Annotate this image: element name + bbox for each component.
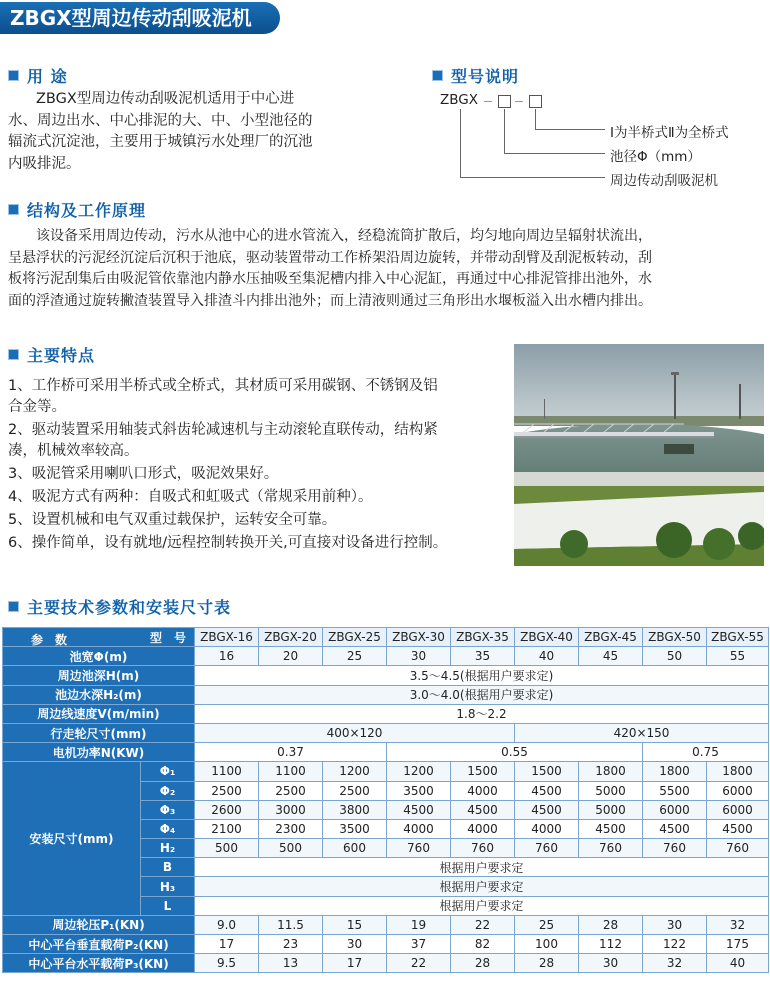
usage-line: 内吸排泥。 bbox=[8, 155, 81, 172]
table-cell: 30 bbox=[323, 935, 387, 954]
section-table-title: 主要技术参数和安装尺寸表 bbox=[27, 598, 232, 617]
table-cell: 根据用户要求定 bbox=[195, 877, 769, 896]
table-cell: 760 bbox=[579, 839, 643, 858]
table-cell: 1500 bbox=[451, 762, 515, 781]
table-cell: 4500 bbox=[515, 781, 579, 800]
table-cell: 4000 bbox=[387, 819, 451, 838]
principle-line: 板将污泥刮集后由吸泥管依靠池内静水压抽吸至集泥槽内排入中心泥缸，再通过中心排泥管排出池外，水 bbox=[8, 271, 652, 287]
row-label: 中心平台水平载荷P₃(KN) bbox=[3, 954, 195, 973]
table-cell: 4500 bbox=[707, 819, 769, 838]
table-cell: 45 bbox=[579, 647, 643, 666]
table-cell: 37 bbox=[387, 935, 451, 954]
table-cell: 6000 bbox=[707, 800, 769, 819]
model-box-diameter bbox=[498, 95, 511, 108]
row-label: 池边水深H₂(m) bbox=[3, 685, 195, 704]
table-cell: 4500 bbox=[515, 800, 579, 819]
section-usage-header bbox=[8, 64, 68, 87]
table-cell: 0.75 bbox=[643, 743, 769, 762]
usage-line: 辐流式沉淀池，主要用于城镇污水处理厂的沉池 bbox=[8, 134, 313, 150]
feature-item: 5、设置机械和电气双重过载保护，运转安全可靠。 bbox=[8, 512, 337, 528]
table-cell: 40 bbox=[515, 647, 579, 666]
table-cell: 28 bbox=[579, 915, 643, 934]
feature-item: 1、工作桥可采用半桥式或全桥式，其材质可采用碳钢、不锈钢及铝 bbox=[8, 378, 438, 394]
feature-item: 凑，机械效率较高。 bbox=[8, 443, 139, 459]
section-principle-header bbox=[8, 198, 146, 221]
model-header: ZBGX-16 bbox=[195, 628, 259, 647]
row-label: 周边轮压P₁(KN) bbox=[3, 915, 195, 934]
table-cell: 760 bbox=[387, 839, 451, 858]
table-cell: 16 bbox=[195, 647, 259, 666]
table-cell: 2100 bbox=[195, 819, 259, 838]
table-cell: 55 bbox=[707, 647, 769, 666]
corner-model-label: 型 号 bbox=[149, 631, 186, 645]
section-features-title: 主要特点 bbox=[27, 346, 96, 365]
row-label: 行走轮尺寸(mm) bbox=[3, 723, 195, 742]
table-cell: 32 bbox=[643, 954, 707, 973]
table-cell: 13 bbox=[259, 954, 323, 973]
table-cell: 20 bbox=[259, 647, 323, 666]
model-label-diameter: 池径Φ（mm） bbox=[610, 149, 701, 165]
table-cell: 22 bbox=[451, 915, 515, 934]
table-row bbox=[3, 743, 769, 762]
model-header: ZBGX-45 bbox=[579, 628, 643, 647]
sub-label: L bbox=[141, 896, 195, 915]
feature-item: 6、操作简单，设有就地/远程控制转换开关,可直接对设备进行控制。 bbox=[8, 535, 448, 551]
model-connector bbox=[460, 177, 605, 178]
model-header: ZBGX-20 bbox=[259, 628, 323, 647]
model-box-bridge bbox=[529, 95, 542, 108]
feature-item: 4、吸泥方式有两种：自吸式和虹吸式（常规采用前种）。 bbox=[8, 489, 373, 505]
table-cell: 6000 bbox=[643, 800, 707, 819]
sub-label: H₃ bbox=[141, 877, 195, 896]
usage-line: 水、周边出水、中心排泥的大、中、小型池径的 bbox=[8, 112, 313, 129]
table-cell: 4500 bbox=[451, 800, 515, 819]
section-principle-title: 结构及工作原理 bbox=[27, 201, 147, 220]
spec-table bbox=[2, 627, 769, 973]
row-label: 电机功率N(KW) bbox=[3, 743, 195, 762]
table-row bbox=[3, 723, 769, 742]
equipment-photo bbox=[514, 344, 764, 566]
table-cell: 2500 bbox=[259, 781, 323, 800]
table-cell: 500 bbox=[195, 839, 259, 858]
table-cell: 25 bbox=[323, 647, 387, 666]
table-cell: 760 bbox=[643, 839, 707, 858]
table-cell: 40 bbox=[707, 954, 769, 973]
principle-text bbox=[8, 226, 762, 312]
model-header: ZBGX-30 bbox=[387, 628, 451, 647]
section-bullet-icon bbox=[8, 349, 19, 360]
table-cell: 3500 bbox=[323, 819, 387, 838]
table-cell: 22 bbox=[387, 954, 451, 973]
row-label: 周边池深H(m) bbox=[3, 666, 195, 685]
table-cell: 15 bbox=[323, 915, 387, 934]
table-row bbox=[3, 915, 769, 934]
table-cell: 2300 bbox=[259, 819, 323, 838]
table-cell: 1.8～2.2 bbox=[195, 704, 769, 723]
sub-label: B bbox=[141, 858, 195, 877]
section-model-title: 型号说明 bbox=[451, 67, 520, 86]
table-cell: 6000 bbox=[707, 781, 769, 800]
table-cell: 1200 bbox=[387, 762, 451, 781]
page-title: ZBGX型周边传动刮吸泥机 bbox=[0, 2, 280, 34]
table-row bbox=[3, 704, 769, 723]
sub-label: Φ₄ bbox=[141, 819, 195, 838]
section-table-header bbox=[8, 595, 231, 618]
features-list bbox=[8, 376, 508, 554]
table-cell: 1500 bbox=[515, 762, 579, 781]
section-bullet-icon bbox=[432, 70, 443, 81]
table-cell: 500 bbox=[259, 839, 323, 858]
table-cell: 0.37 bbox=[195, 743, 387, 762]
model-diagram bbox=[440, 92, 770, 192]
table-row bbox=[3, 685, 769, 704]
equipment-photo-image bbox=[514, 344, 764, 566]
model-label-name: 周边传动刮吸泥机 bbox=[610, 173, 718, 189]
table-cell: 4500 bbox=[579, 819, 643, 838]
section-features-header bbox=[8, 343, 95, 366]
table-cell: 400×120 bbox=[195, 723, 515, 742]
table-cell: 600 bbox=[323, 839, 387, 858]
section-bullet-icon bbox=[8, 601, 19, 612]
feature-item: 合金等。 bbox=[8, 399, 66, 415]
sub-label: Φ₂ bbox=[141, 781, 195, 800]
model-header: ZBGX-50 bbox=[643, 628, 707, 647]
install-label: 安装尺寸(mm) bbox=[3, 762, 141, 916]
table-cell: 30 bbox=[643, 915, 707, 934]
table-cell: 30 bbox=[387, 647, 451, 666]
table-cell: 420×150 bbox=[515, 723, 769, 742]
section-model-header bbox=[432, 64, 519, 87]
table-corner-cell bbox=[3, 628, 195, 647]
section-bullet-icon bbox=[8, 70, 19, 81]
table-cell: 根据用户要求定 bbox=[195, 858, 769, 877]
table-cell: 9.5 bbox=[195, 954, 259, 973]
table-cell: 28 bbox=[451, 954, 515, 973]
principle-line: 面的浮渣通过旋转撇渣装置导入排渣斗内排出池外；而上清液则通过三角形出水堰板溢入出水槽内排出。 bbox=[8, 292, 652, 309]
table-cell: 17 bbox=[195, 935, 259, 954]
principle-line: 呈悬浮状的污泥经沉淀后沉积于池底，驱动装置带动工作桥架沿周边旋转，并带动刮臂及刮泥板转动，刮 bbox=[8, 249, 652, 266]
table-cell: 25 bbox=[515, 915, 579, 934]
table-cell: 122 bbox=[643, 935, 707, 954]
model-header: ZBGX-55 bbox=[707, 628, 769, 647]
table-cell: 3500 bbox=[387, 781, 451, 800]
table-cell: 50 bbox=[643, 647, 707, 666]
model-prefix: ZBGX bbox=[440, 92, 478, 108]
model-header: ZBGX-40 bbox=[515, 628, 579, 647]
table-cell: 4500 bbox=[643, 819, 707, 838]
table-cell: 2600 bbox=[195, 800, 259, 819]
table-cell: 5000 bbox=[579, 800, 643, 819]
table-cell: 4500 bbox=[387, 800, 451, 819]
section-bullet-icon bbox=[8, 204, 19, 215]
table-row bbox=[3, 647, 769, 666]
model-dash bbox=[515, 101, 523, 102]
usage-line: ZBGX型周边传动刮吸泥机适用于中心进 bbox=[36, 91, 295, 107]
table-cell: 3.0～4.0(根据用户要求定) bbox=[195, 685, 769, 704]
table-cell: 4000 bbox=[451, 819, 515, 838]
table-cell: 1100 bbox=[195, 762, 259, 781]
table-cell: 4000 bbox=[451, 781, 515, 800]
table-cell: 3.5～4.5(根据用户要求定) bbox=[195, 666, 769, 685]
model-label-bridge: Ⅰ为半桥式Ⅱ为全桥式 bbox=[610, 125, 729, 141]
sub-label: Φ₁ bbox=[141, 762, 195, 781]
model-connector bbox=[535, 109, 536, 129]
table-cell: 1800 bbox=[643, 762, 707, 781]
section-usage-title: 用 途 bbox=[27, 67, 68, 86]
table-cell: 5500 bbox=[643, 781, 707, 800]
feature-item: 2、驱动装置采用轴装式斜齿轮减速机与主动滚轮直联传动，结构紧 bbox=[8, 422, 438, 438]
table-cell: 760 bbox=[515, 839, 579, 858]
table-cell: 17 bbox=[323, 954, 387, 973]
model-connector bbox=[460, 109, 461, 177]
table-row bbox=[3, 762, 769, 781]
row-label: 中心平台垂直载荷P₂(KN) bbox=[3, 935, 195, 954]
table-cell: 100 bbox=[515, 935, 579, 954]
usage-text bbox=[8, 89, 370, 175]
table-cell: 3800 bbox=[323, 800, 387, 819]
table-header-row bbox=[3, 628, 769, 647]
principle-line: 该设备采用周边传动，污水从池中心的进水管流入，经稳流筒扩散后，均匀地向周边呈辐射状流出， bbox=[36, 228, 652, 244]
model-dash bbox=[484, 101, 492, 102]
table-cell: 0.55 bbox=[387, 743, 643, 762]
table-cell: 760 bbox=[451, 839, 515, 858]
feature-item: 3、吸泥管采用喇叭口形式，吸泥效果好。 bbox=[8, 466, 279, 482]
model-header: ZBGX-35 bbox=[451, 628, 515, 647]
sub-label: H₂ bbox=[141, 839, 195, 858]
table-cell: 2500 bbox=[195, 781, 259, 800]
model-connector bbox=[535, 129, 605, 130]
table-cell: 2500 bbox=[323, 781, 387, 800]
table-cell: 1200 bbox=[323, 762, 387, 781]
table-row bbox=[3, 954, 769, 973]
table-cell: 30 bbox=[579, 954, 643, 973]
table-cell: 175 bbox=[707, 935, 769, 954]
table-cell: 1800 bbox=[579, 762, 643, 781]
table-cell: 82 bbox=[451, 935, 515, 954]
model-connector bbox=[504, 153, 605, 154]
table-row bbox=[3, 935, 769, 954]
table-cell: 760 bbox=[707, 839, 769, 858]
table-cell: 23 bbox=[259, 935, 323, 954]
table-cell: 11.5 bbox=[259, 915, 323, 934]
row-label: 池宽Φ(m) bbox=[3, 647, 195, 666]
table-cell: 35 bbox=[451, 647, 515, 666]
model-header: ZBGX-25 bbox=[323, 628, 387, 647]
table-cell: 32 bbox=[707, 915, 769, 934]
table-cell: 9.0 bbox=[195, 915, 259, 934]
table-cell: 112 bbox=[579, 935, 643, 954]
table-row bbox=[3, 666, 769, 685]
table-cell: 4000 bbox=[515, 819, 579, 838]
table-cell: 3000 bbox=[259, 800, 323, 819]
row-label: 周边线速度V(m/min) bbox=[3, 704, 195, 723]
table-cell: 1100 bbox=[259, 762, 323, 781]
table-cell: 根据用户要求定 bbox=[195, 896, 769, 915]
corner-param-label: 参 数 bbox=[31, 633, 68, 647]
sub-label: Φ₃ bbox=[141, 800, 195, 819]
model-connector bbox=[504, 109, 505, 153]
table-cell: 5000 bbox=[579, 781, 643, 800]
table-cell: 19 bbox=[387, 915, 451, 934]
table-cell: 1800 bbox=[707, 762, 769, 781]
table-cell: 28 bbox=[515, 954, 579, 973]
